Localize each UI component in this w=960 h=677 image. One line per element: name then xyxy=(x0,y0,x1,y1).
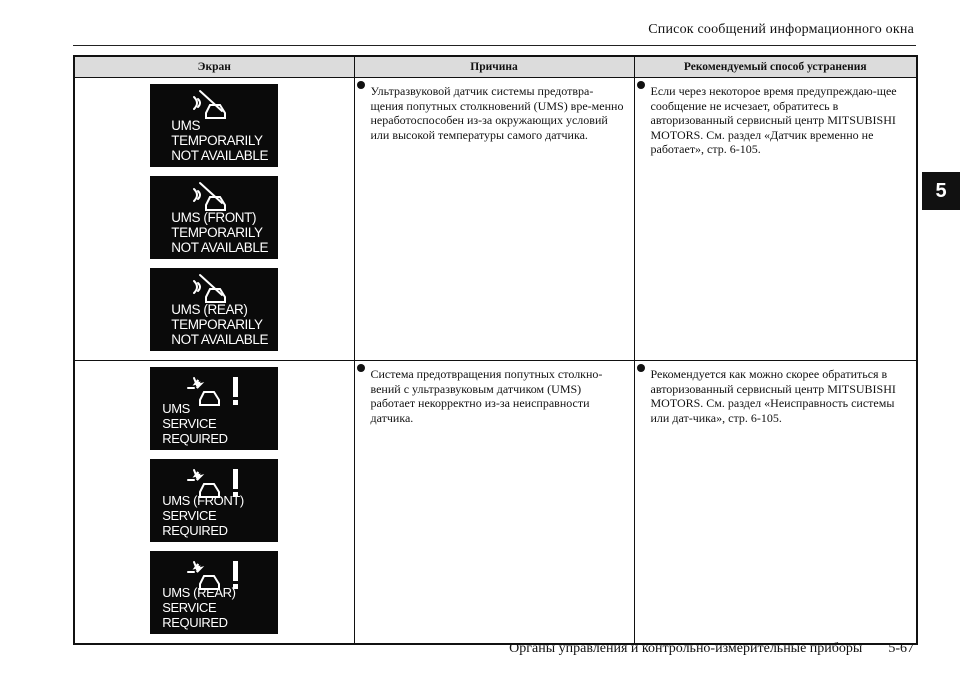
bullet-icon xyxy=(637,81,645,89)
screen-text-line: NOT AVAILABLE xyxy=(171,332,269,347)
cause-text: Система предотвращения попутных столкно-вений с ультразвуковым датчиком (UMS) работает некорректно из-за неисправности датчика. xyxy=(370,367,603,425)
screen-text-line: UMS (REAR) xyxy=(171,302,248,317)
footer-section-title: Органы управления и контрольно-измерительные приборы xyxy=(509,641,863,656)
screen-text-line: SERVICE REQUIRED xyxy=(162,508,228,538)
display-screen xyxy=(150,551,278,634)
screen-cell xyxy=(74,78,354,361)
header-divider xyxy=(73,45,916,46)
bullet-icon xyxy=(637,364,645,372)
screen-text-line: NOT AVAILABLE xyxy=(171,148,269,163)
column-header-cause: Причина xyxy=(354,56,634,78)
cause-cell xyxy=(354,78,634,361)
message-table xyxy=(73,55,918,645)
bullet-icon xyxy=(357,81,365,89)
page-number: 5-67 xyxy=(888,641,914,656)
cause-text: Ультразвуковой датчик системы предотвра-щения попутных столкновений (UMS) вре-менно неработоспособен из-за окружающих условий или высокой температуры самого датчика. xyxy=(370,84,624,142)
screen-text-line: UMS (FRONT) xyxy=(162,493,244,508)
screen-text-line: TEMPORARILY xyxy=(171,225,263,240)
display-screen xyxy=(150,459,278,542)
table-row xyxy=(74,78,917,361)
cause-cell xyxy=(354,361,634,645)
remedy-cell xyxy=(634,78,917,361)
screen-text-line: TEMPORARILY xyxy=(171,317,263,332)
table-header-row xyxy=(74,56,917,78)
table-row xyxy=(74,361,917,645)
screen-text-line: SERVICE REQUIRED xyxy=(162,416,228,446)
page-header-title: Список сообщений информационного окна xyxy=(648,22,914,37)
screen-text-line: UMS xyxy=(162,401,190,416)
screen-text-line: UMS (FRONT) xyxy=(171,210,257,225)
screen-text-line: SERVICE REQUIRED xyxy=(162,600,228,630)
screen-text-line: TEMPORARILY xyxy=(171,133,263,148)
screen-text-line: NOT AVAILABLE xyxy=(171,240,269,255)
column-header-screen: Экран xyxy=(74,56,354,78)
screen-text-line: UMS xyxy=(171,118,201,133)
screen-cell xyxy=(74,361,354,645)
remedy-cell xyxy=(634,361,917,645)
display-screen xyxy=(150,84,278,167)
display-screen xyxy=(150,367,278,450)
chapter-tab[interactable]: 5 xyxy=(922,172,960,210)
bullet-icon xyxy=(357,364,365,372)
remedy-text: Если через некоторое время предупреждаю-щее сообщение не исчезает, обратитесь в авторизованный сервисный центр MITSUBISHI MOTORS. См. раздел «Датчик временно не работает», стр. 6-105. xyxy=(650,84,897,156)
column-header-remedy: Рекомендуемый способ устранения xyxy=(634,56,917,78)
page-footer xyxy=(509,641,914,657)
display-screen xyxy=(150,268,278,351)
remedy-text: Рекомендуется как можно скорее обратиться в авторизованный сервисный центр MITSUBISHI MOTORS. См. раздел «Неисправность системы или дат-чика», стр. 6-105. xyxy=(650,367,896,425)
display-screen xyxy=(150,176,278,259)
screen-text-line: UMS (REAR) xyxy=(162,585,236,600)
